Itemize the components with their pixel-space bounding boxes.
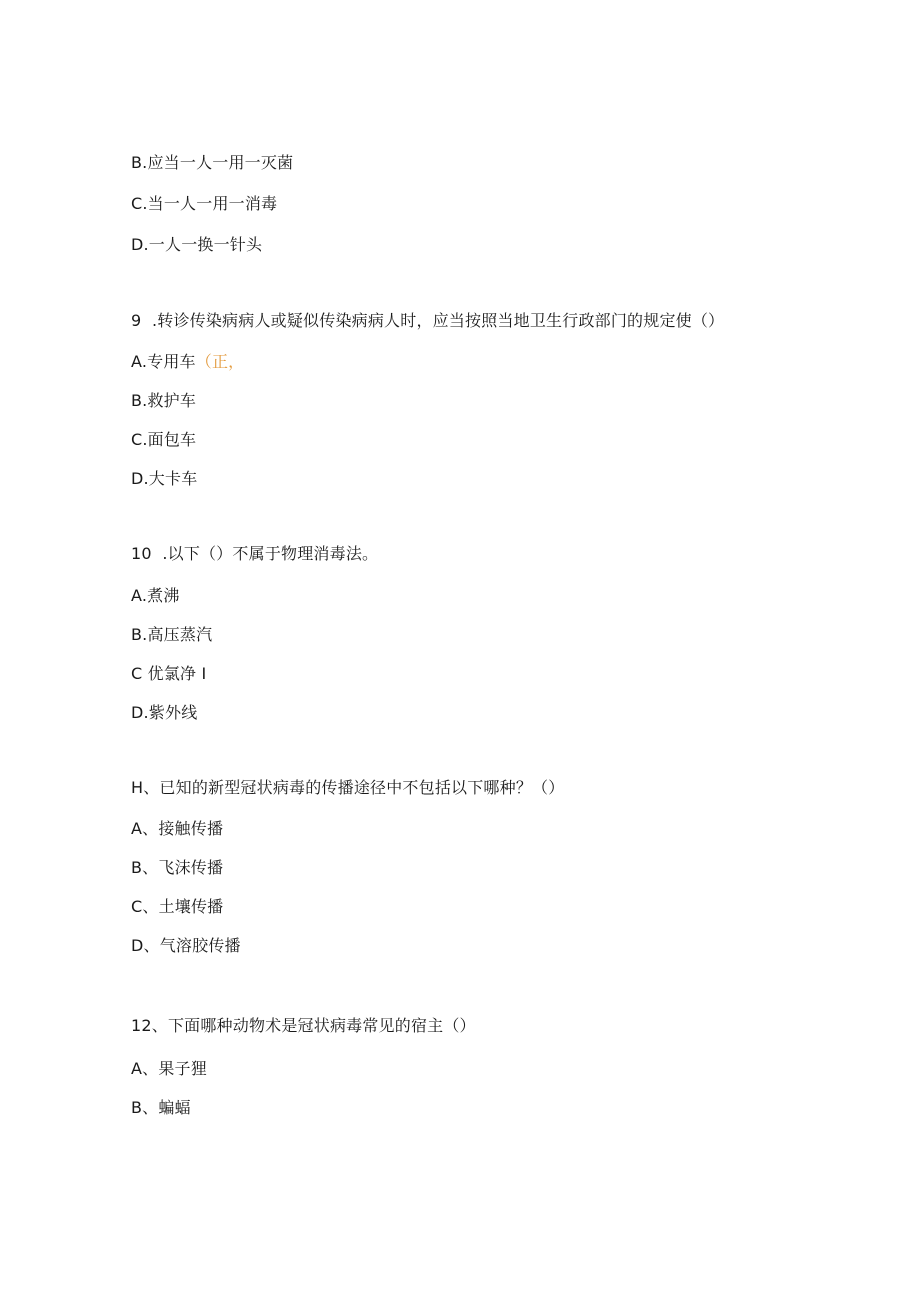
q11-option-c: C、土壤传播 [131, 897, 224, 916]
q12-option-a: A、果子狸 [131, 1059, 207, 1078]
q11-question: H、已知的新型冠状病毒的传播途径中不包括以下哪种？（） [131, 778, 565, 797]
q8-option-b: B.应当一人一用一灭菌 [131, 153, 294, 172]
q10-question: 10 .以下（）不属于物理消毒法。 [131, 544, 379, 563]
q10-option-d: D.紫外线 [131, 703, 198, 722]
q10-option-b: B.高压蒸汽 [131, 625, 213, 644]
q11-option-a: A、接触传播 [131, 819, 224, 838]
q10-option-a: A.煮沸 [131, 586, 180, 605]
q9-option-c: C.面包车 [131, 430, 197, 449]
q8-option-c: C.当一人一用一消毒 [131, 194, 278, 213]
q9-option-a-text: A.专用车 [131, 352, 196, 371]
q10-option-c: C 优氯净 I [131, 664, 207, 683]
q9-option-a [131, 352, 244, 372]
q9-answer-mark: （正， [195, 352, 245, 371]
q9-option-b: B.救护车 [131, 391, 197, 410]
q12-question: 12、下面哪种动物术是冠状病毒常见的宿主（） [131, 1016, 476, 1035]
q11-option-d: D、气溶胶传播 [131, 936, 241, 955]
q12-option-b: B、蝙蝠 [131, 1098, 191, 1117]
q9-option-d: D.大卡车 [131, 469, 198, 488]
q11-option-b: B、飞沫传播 [131, 858, 224, 877]
q9-question: 9 .转诊传染病病人或疑似传染病病人时，应当按照当地卫生行政部门的规定使（） [131, 311, 725, 330]
q8-option-d: D.一人一换一针头 [131, 235, 263, 254]
